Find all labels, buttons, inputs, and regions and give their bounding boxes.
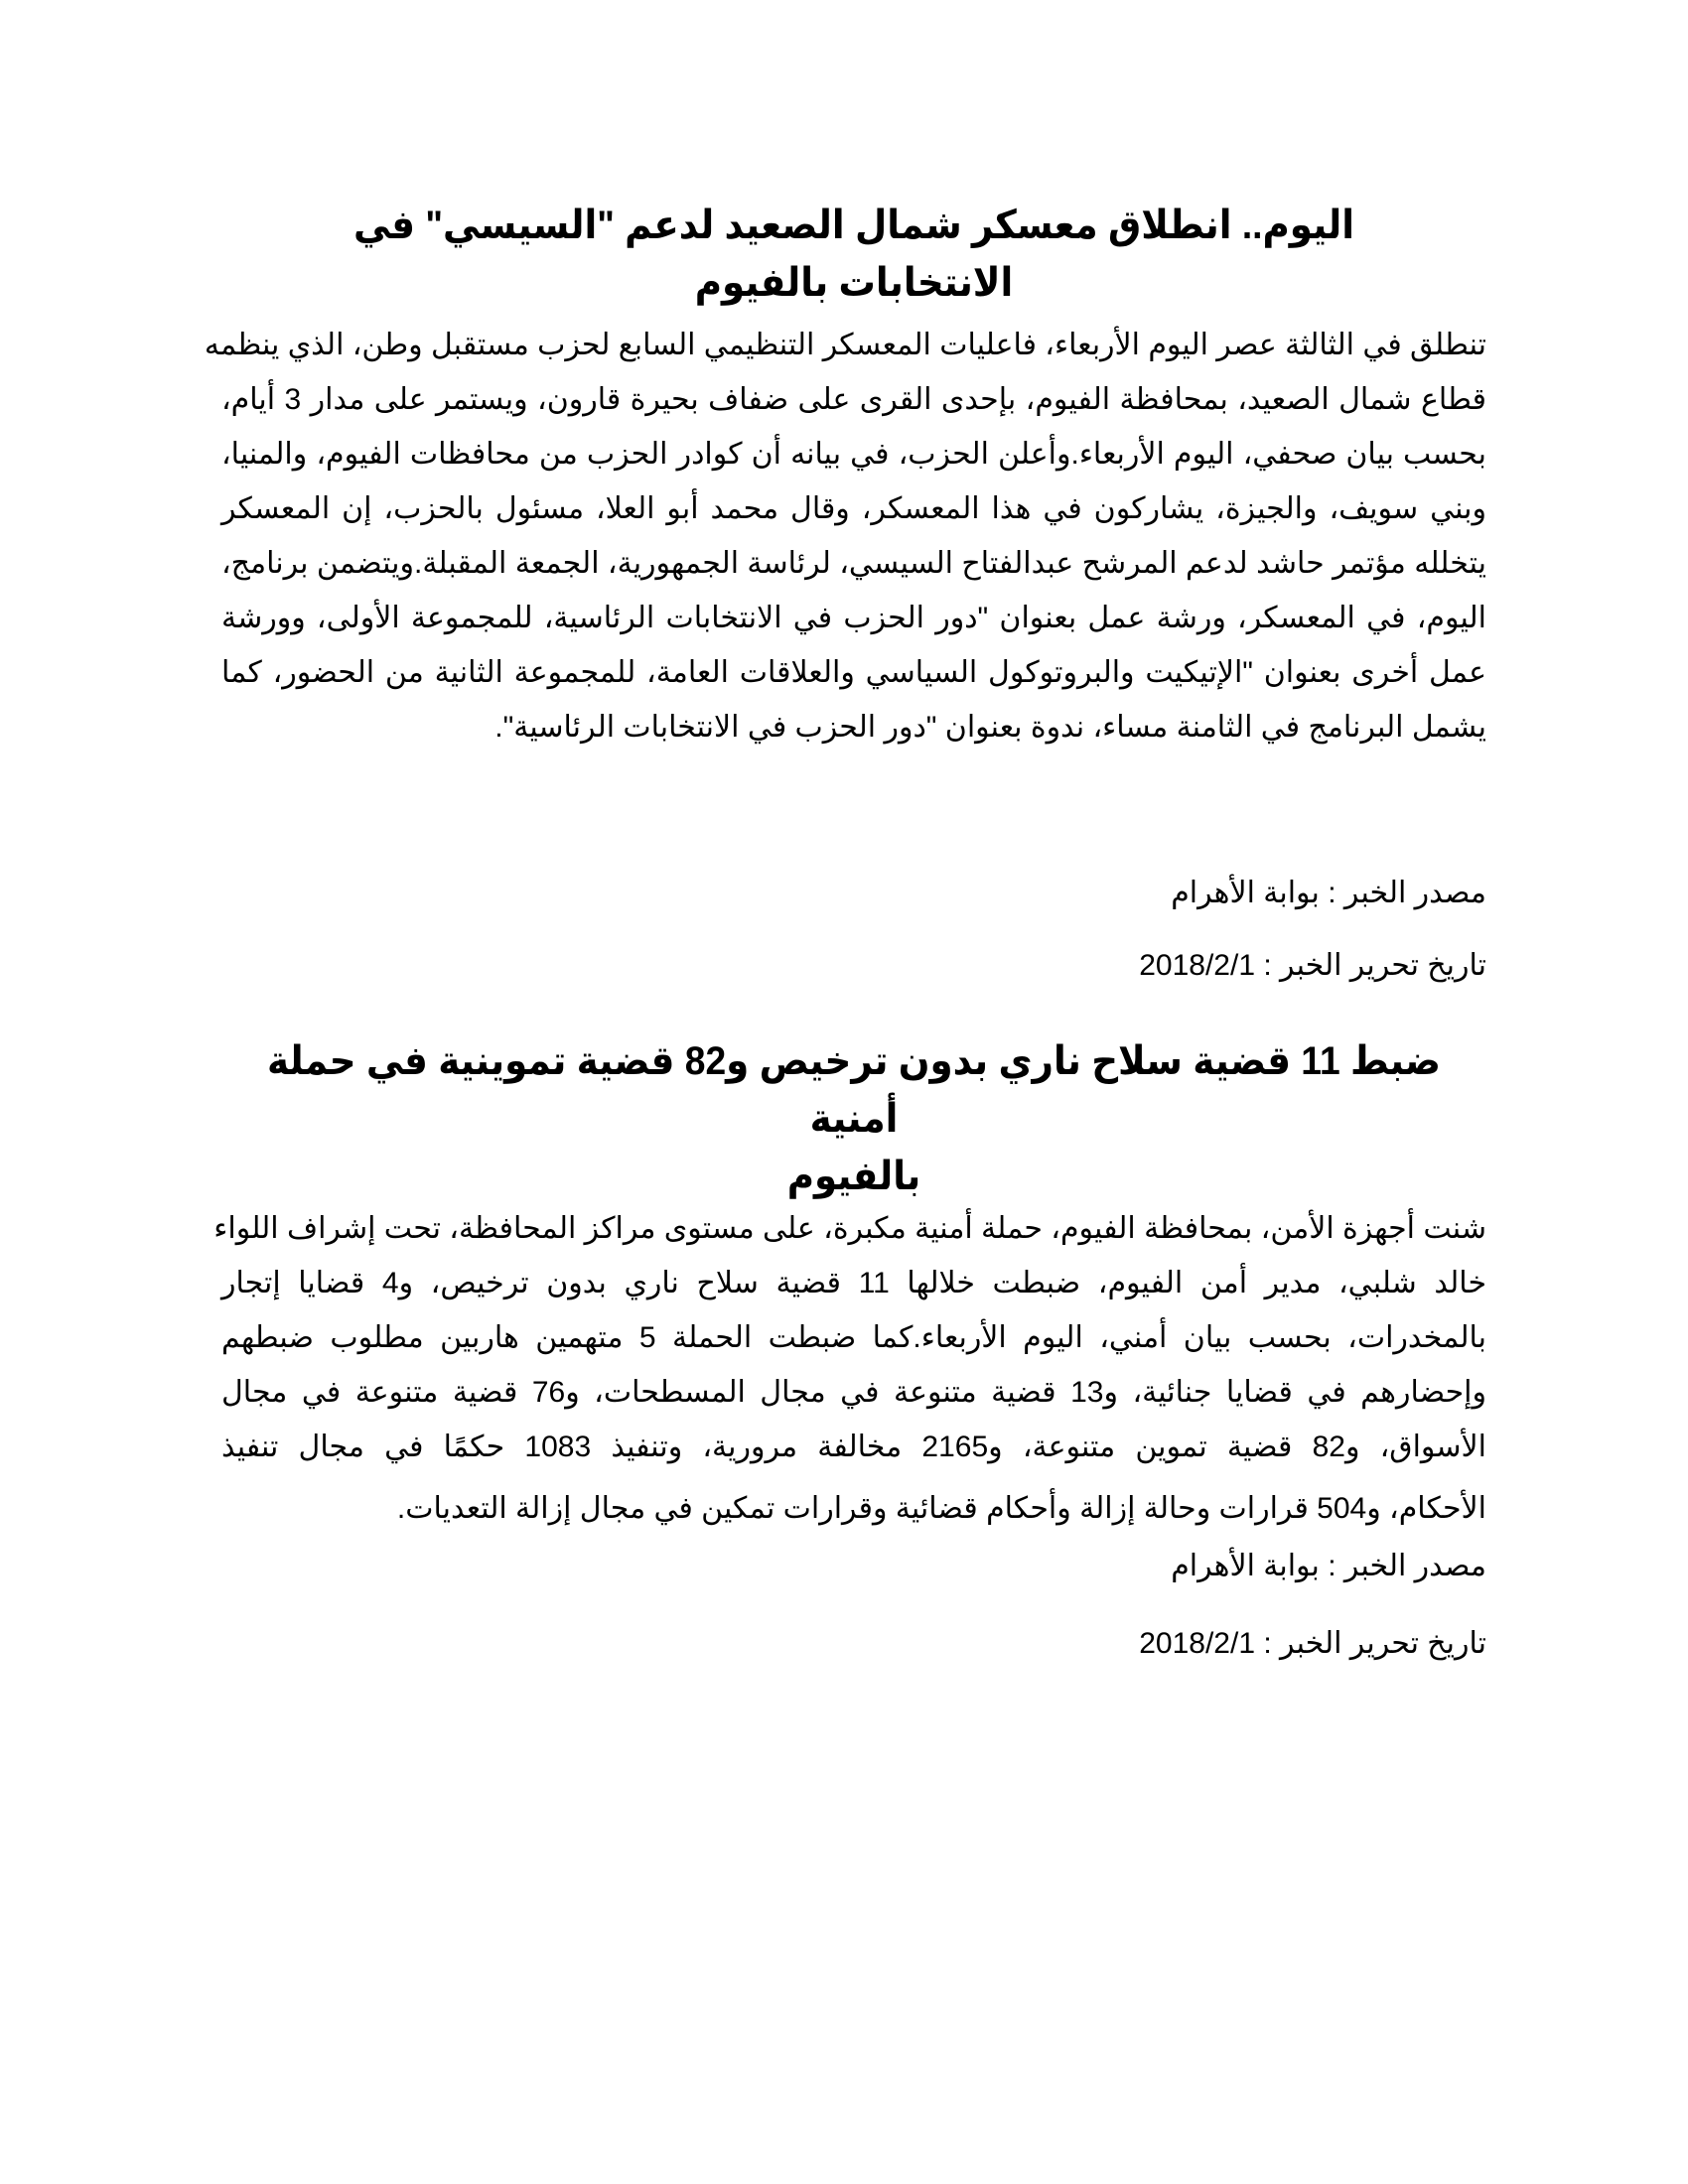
article-1-title xyxy=(266,197,1443,312)
article-1-date xyxy=(1139,946,1486,986)
article-2-title-line: بالفيوم xyxy=(786,1155,921,1198)
article-1-body xyxy=(204,318,1486,754)
article-1-body-line: يتخلله مؤتمر حاشد لدعم المرشح عبدالفتاح السيسي، لرئاسة الجمهورية، الجمعة المقبلة.ويتضمن برنامج، xyxy=(221,547,1486,580)
article-2-body-line: وإحضارهم في قضايا جنائية، و13 قضية متنوعة في مجال المسطحات، و76 قضية متنوعة في مجال xyxy=(221,1376,1486,1409)
article-2-body-line: الأحكام، و504 قرارات وحالة إزالة وأحكام قضائية وقرارات تمكين في مجال إزالة التعديات. xyxy=(396,1492,1486,1525)
article-2-source-text: مصدر الخبر : بوابة الأهرام xyxy=(1171,1550,1486,1582)
article-2-source xyxy=(1171,1547,1486,1586)
article-2-title-line: ضبط 11 قضية سلاح ناري بدون ترخيص و82 قضية تموينية في حملة أمنية xyxy=(267,1039,1441,1141)
article-2-date xyxy=(1139,1624,1486,1664)
article-1-body-line: قطاع شمال الصعيد، بمحافظة الفيوم، بإحدى القرى على ضفاف بحيرة قارون، ويستمر على مدار 3 أيام، xyxy=(221,383,1486,416)
article-1-body-line: اليوم، في المعسكر، ورشة عمل بعنوان "دور الحزب في الانتخابات الرئاسية، للمجموعة الأولى، وورشة xyxy=(221,602,1486,634)
article-1-source-text: مصدر الخبر : بوابة الأهرام xyxy=(1171,877,1486,909)
article-2-date-text: تاريخ تحرير الخبر : 2018/2/1 xyxy=(1139,1627,1486,1660)
article-1-body-line: عمل أخرى بعنوان "الإتيكيت والبروتوكول السياسي والعلاقات العامة، للمجموعة الثانية من الحضور، كما xyxy=(221,656,1486,689)
article-1-source xyxy=(1171,874,1486,913)
article-2-title xyxy=(266,1032,1443,1205)
article-2-body-line: شنت أجهزة الأمن، بمحافظة الفيوم، حملة أمنية مكبرة، على مستوى مراكز المحافظة، تحت إشراف اللواء xyxy=(213,1212,1486,1245)
article-1-body-line: يشمل البرنامج في الثامنة مساء، ندوة بعنوان "دور الحزب في الانتخابات الرئاسية". xyxy=(494,711,1486,744)
article-1-body-line: تنطلق في الثالثة عصر اليوم الأربعاء، فاعليات المعسكر التنظيمي السابع لحزب مستقبل وطن، الذي ينظمه xyxy=(204,329,1486,361)
article-1-title-text: اليوم.. انطلاق معسكر شمال الصعيد لدعم "السيسي" في الانتخابات بالفيوم xyxy=(352,204,1355,305)
article-2-body-line: بالمخدرات، بحسب بيان أمني، اليوم الأربعاء.كما ضبطت الحملة 5 متهمين هاربين مطلوب ضبطهم xyxy=(221,1321,1486,1354)
article-2-body-line: خالد شلبي، مدير أمن الفيوم، ضبطت خلالها 11 قضية سلاح ناري بدون ترخيص، و4 قضايا إتجار xyxy=(221,1267,1486,1299)
article-2-body xyxy=(213,1201,1486,1529)
article-1-body-line: وبني سويف، والجيزة، يشاركون في هذا المعسكر، وقال محمد أبو العلا، مسئول بالحزب، إن المعسكر xyxy=(221,492,1486,525)
article-1-date-text: تاريخ تحرير الخبر : 2018/2/1 xyxy=(1139,949,1486,982)
article-1-body-line: بحسب بيان صحفي، اليوم الأربعاء.وأعلن الحزب، في بيانه أن كوادر الحزب من محافظات الفيوم، والمنيا، xyxy=(221,438,1486,471)
article-2-body-line: الأسواق، و82 قضية تموين متنوعة، و2165 مخالفة مرورية، وتنفيذ 1083 حكمًا في مجال تنفيذ xyxy=(221,1431,1486,1463)
